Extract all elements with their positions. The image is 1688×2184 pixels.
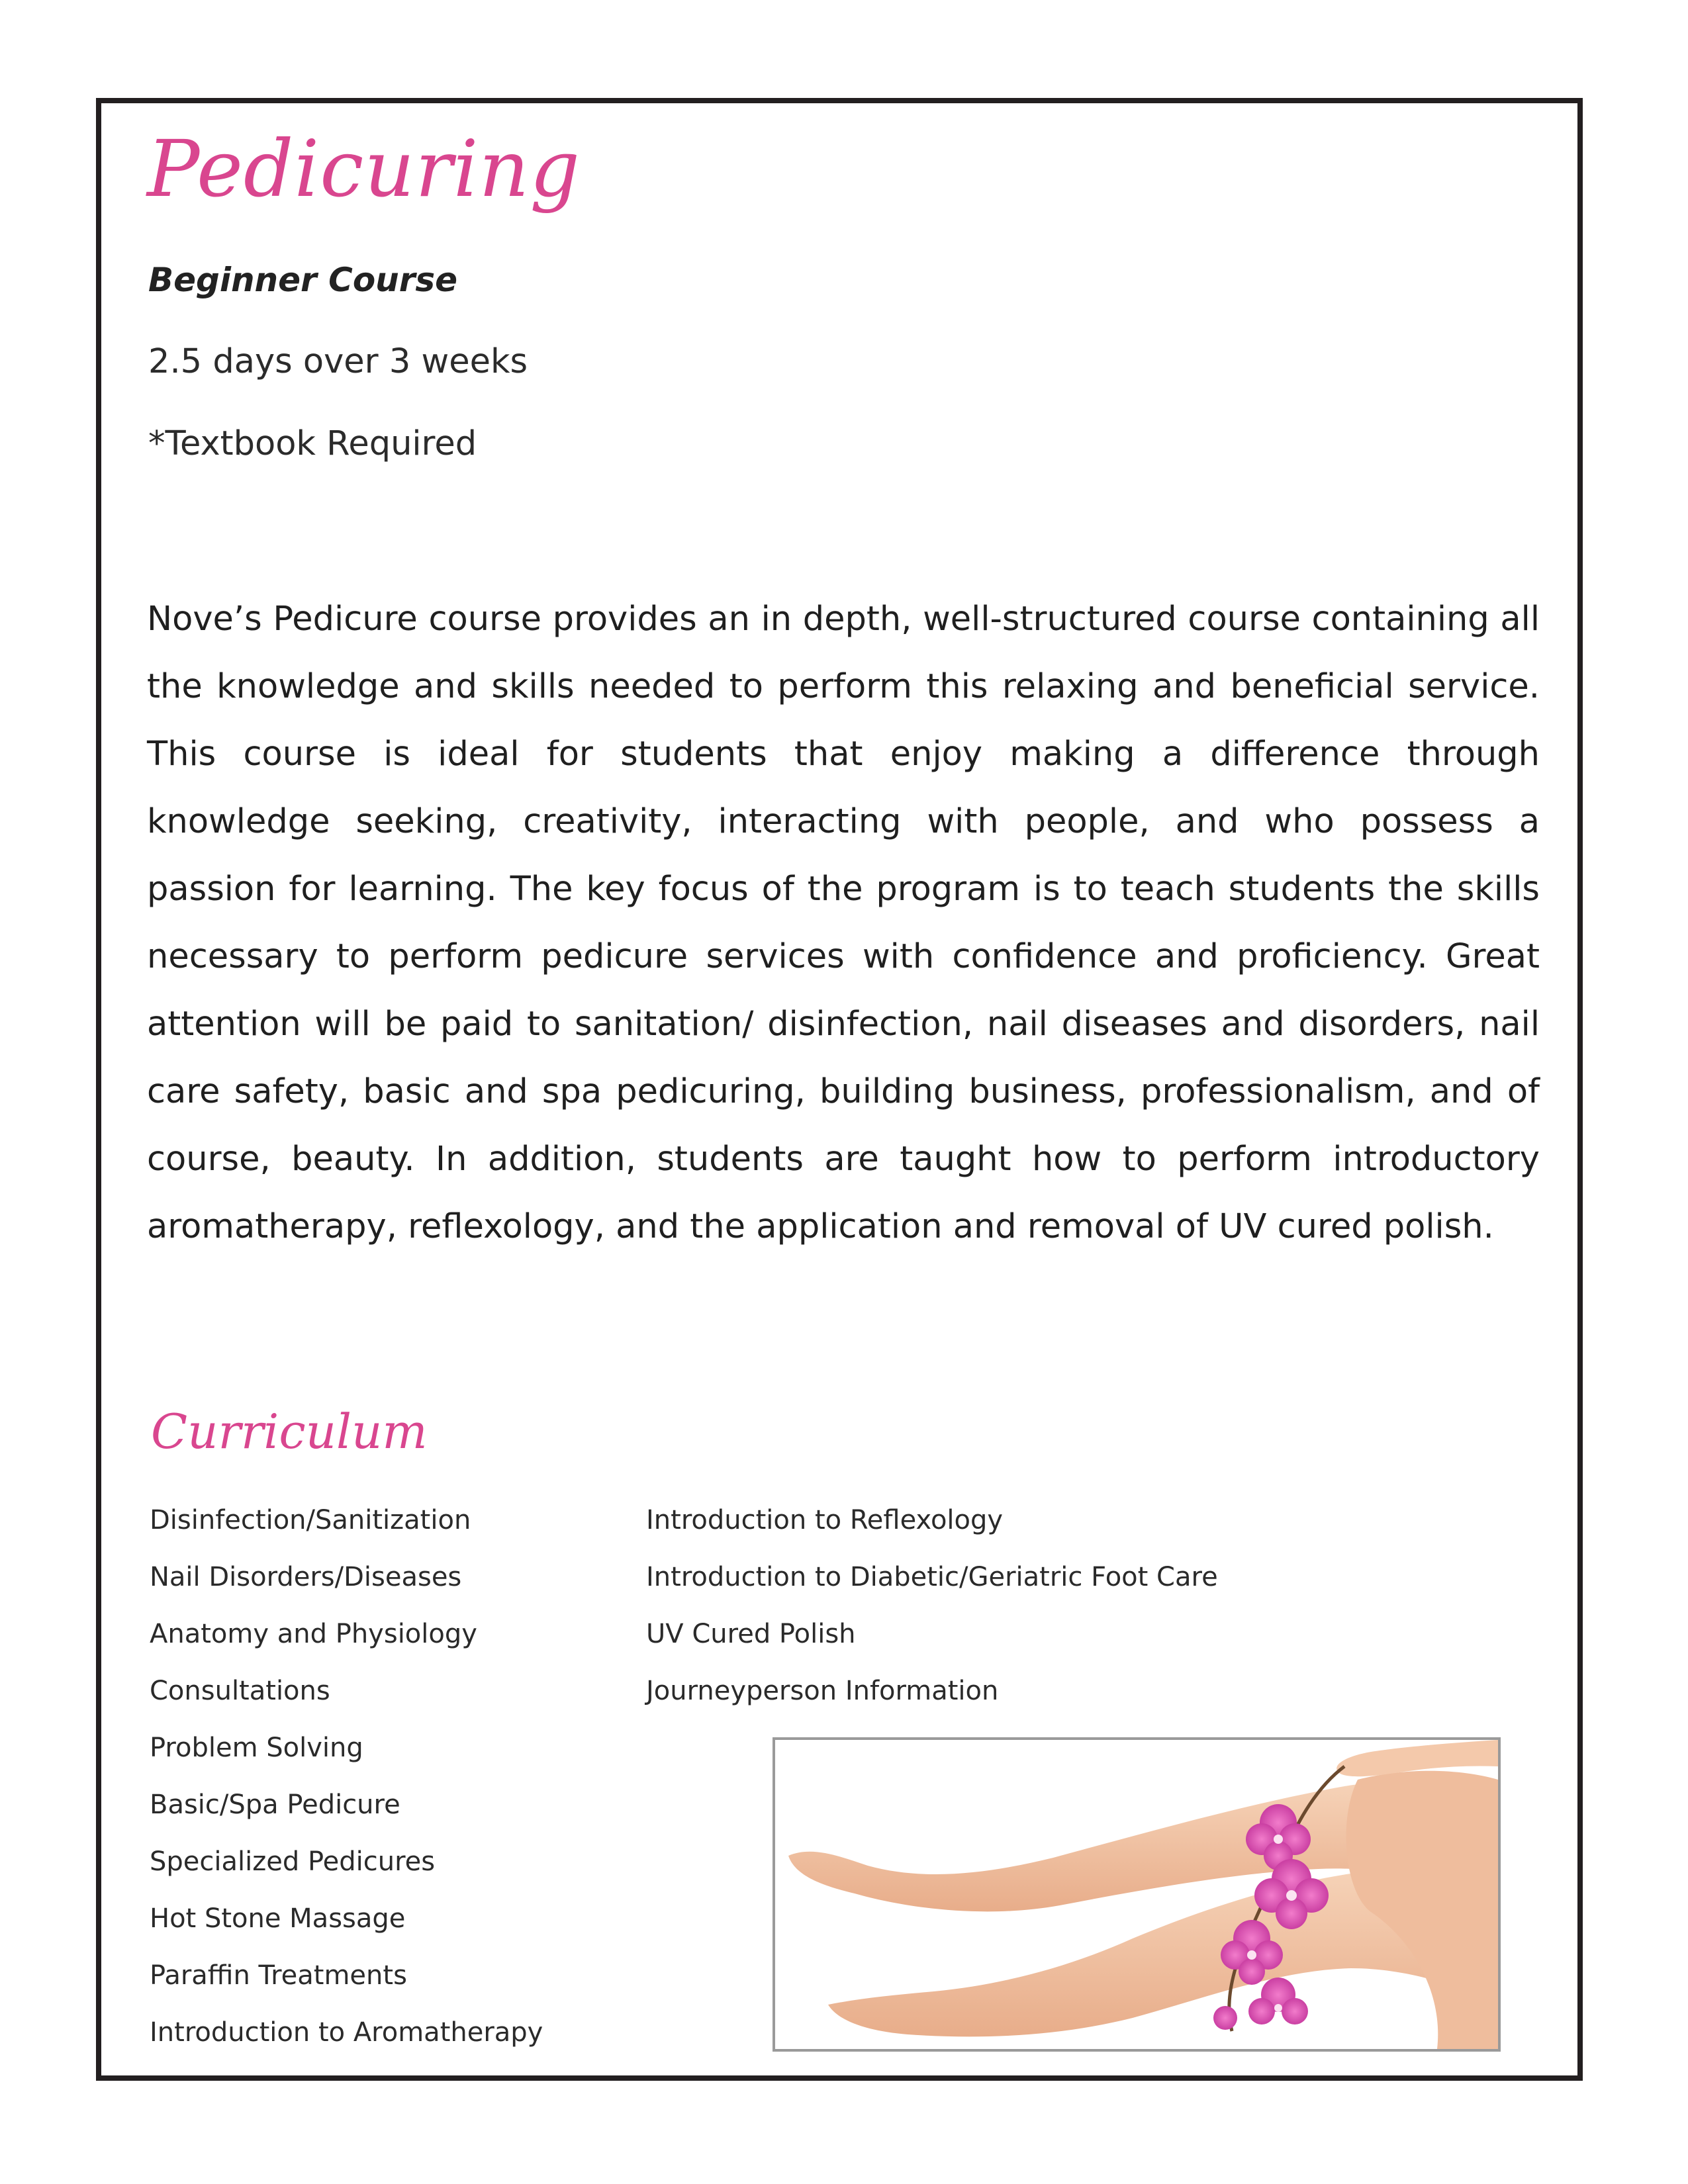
curriculum-item: UV Cured Polish xyxy=(646,1619,856,1649)
curriculum-item: Paraffin Treatments xyxy=(150,1960,407,1991)
curriculum-item: Specialized Pedicures xyxy=(150,1846,436,1877)
curriculum-list-right xyxy=(646,1500,1218,1728)
arm-hand xyxy=(1336,1740,1498,1776)
page-title: Pedicuring xyxy=(147,123,581,214)
course-description: Nove’s Pedicure course provides an in depth, well-structured course containing all the knowledge and skills needed to perform this relaxing and beneficial service. This course is ideal for students that enjoy making a difference through knowledge seeking, creativity, interacting with people, and who possess a passion for learning. The key focus of the program is to teach students the skills necessary to perform pedicure services with confidence and proficiency. Great attention will be paid to sanitation/ disinfection, nail diseases and disorders, nail care safety, basic and spa pedicuring, building business, professionalism, and of course, beauty. In addition, students are taught how to perform introductory aromatherapy, reflexology, and the application and removal of UV cured polish. xyxy=(147,600,1540,1246)
curriculum-item: Hot Stone Massage xyxy=(150,1903,406,1934)
textbook-note: *Textbook Required xyxy=(148,424,477,463)
curriculum-item: Anatomy and Physiology xyxy=(150,1619,477,1649)
curriculum-item: Introduction to Diabetic/Geriatric Foot Care xyxy=(646,1562,1218,1592)
curriculum-item: Journeyperson Information xyxy=(646,1676,999,1706)
curriculum-item: Consultations xyxy=(150,1676,330,1706)
curriculum-item: Basic/Spa Pedicure xyxy=(150,1790,400,1820)
curriculum-heading: Curriculum xyxy=(151,1404,428,1459)
legs-orchid-photo xyxy=(773,1737,1501,2052)
course-level: Beginner Course xyxy=(148,261,458,299)
curriculum-item: Problem Solving xyxy=(150,1733,363,1763)
curriculum-list-left xyxy=(150,1500,543,2070)
curriculum-item: Introduction to Reflexology xyxy=(646,1505,1004,1535)
curriculum-item: Introduction to Aromatherapy xyxy=(150,2017,543,2048)
legs-orchid-illustration xyxy=(775,1740,1498,2049)
course-duration: 2.5 days over 3 weeks xyxy=(148,342,528,381)
curriculum-item: Nail Disorders/Diseases xyxy=(150,1562,462,1592)
curriculum-item: Disinfection/Sanitization xyxy=(150,1505,471,1535)
thigh xyxy=(1346,1771,1498,2049)
